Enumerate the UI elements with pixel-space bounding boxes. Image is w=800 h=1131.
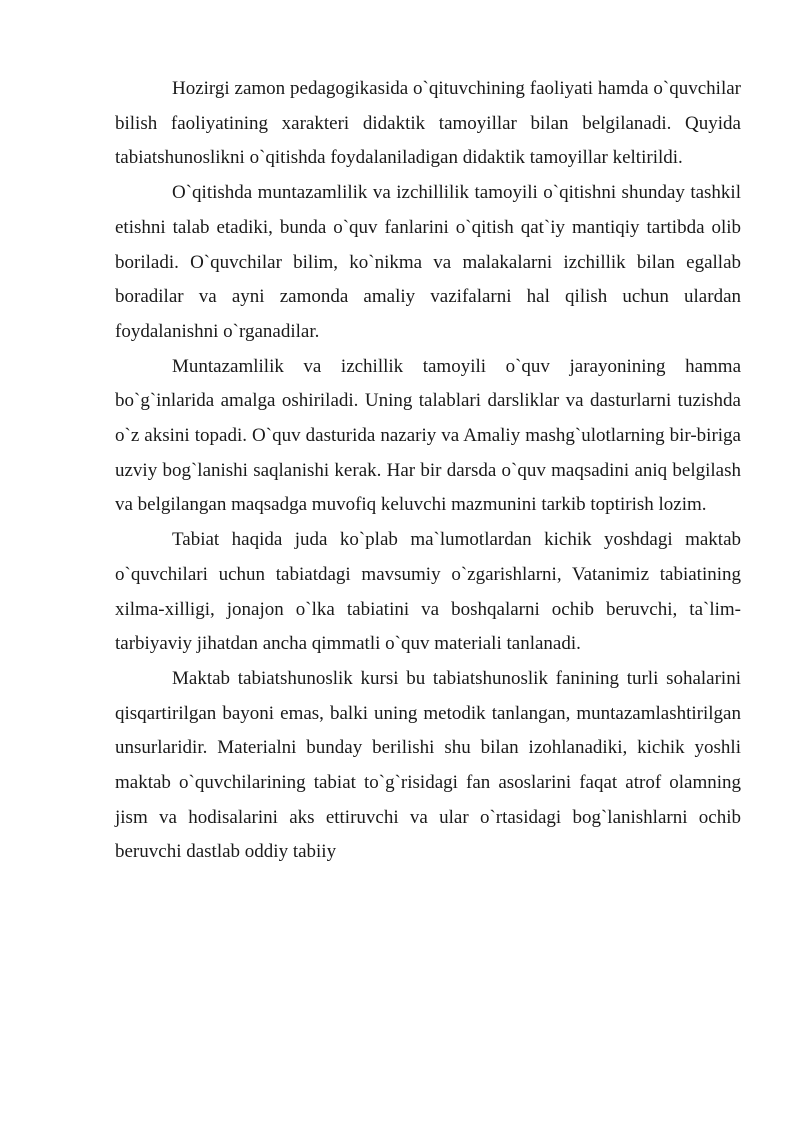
paragraph: Hozirgi zamon pedagogikasida o`qituvchining faoliyati hamda o`quvchilar bilish faoliyatining xarakteri didaktik tamoyillar bilan belgilanadi. Quyida tabiatshunoslikni o`qitishda foydalaniladigan didaktik tamoyillar keltirildi. <box>115 78 741 169</box>
paragraph: Tabiat haqida juda ko`plab ma`lumotlardan kichik yoshdagi maktab o`quvchilari uchun tabiatdagi mavsumiy o`zgarishlarni, Vatanimiz tabiatining xilma-xilligi, jonajon o`lka tabiatini va boshqalarni ochib beruvchi, ta`lim-tarbiyaviy jihatdan ancha qimmatli o`quv materiali tanlanadi. <box>115 529 741 655</box>
paragraph: O`qitishda muntazamlilik va izchillilik tamoyili o`qitishni shunday tashkil etishni talab etadiki, bunda o`quv fanlarini o`qitish qat`iy mantiqiy tartibda olib boriladi. O`quvchilar bilim, ko`nikma va malakalarni izchillik bilan egallab boradilar va ayni zamonda amaliy vazifalarni hal qilish uchun ulardan foydalanishni o`rganadilar. <box>115 182 741 342</box>
document-body <box>115 72 741 870</box>
paragraph: Muntazamlilik va izchillik tamoyili o`quv jarayonining hamma bo`g`inlarida amalga oshiriladi. Uning talablari darsliklar va dasturlarni tuzishda o`z aksini topadi. O`quv dasturida nazariy va Amaliy mashg`ulotlarning bir-biriga uzviy bog`lanishi saqlanishi kerak. Har bir darsda o`quv maqsadini aniq belgilash va belgilangan maqsadga muvofiq keluvchi mazmunini tarkib toptirish lozim. <box>115 355 741 516</box>
paragraph: Maktab tabiatshunoslik kursi bu tabiatshunoslik fanining turli sohalarini qisqartirilgan bayoni emas, balki uning metodik tanlangan, muntazamlashtirilgan unsurlaridir. Materialni bunday berilishi shu bilan izohlanadiki, kichik yoshli maktab o`quvchilarining tabiat to`g`risidagi fan asoslarini faqat atrof olamning jism va hodisalarini aks ettiruvchi va ular o`rtasidagi bog`lanishlarni ochib beruvchi dastlab oddiy tabiiy <box>115 667 741 863</box>
